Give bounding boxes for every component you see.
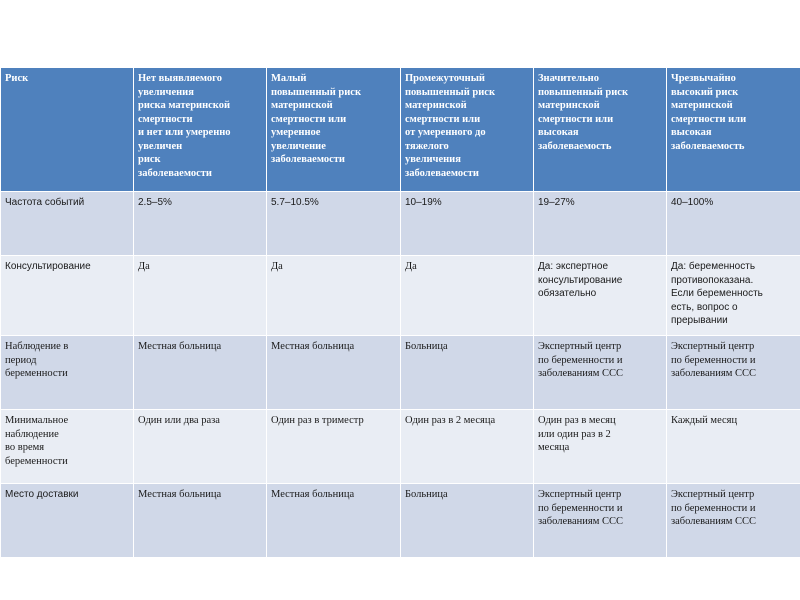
header-no-increased-risk: Нет выявляемого увеличения риска материнской смертности и нет или умеренно увеличен риск заболеваемости <box>134 68 267 192</box>
table-cell: Местная больница <box>267 484 401 558</box>
table-cell: 2.5–5% <box>134 192 267 256</box>
table-cell: Больница <box>401 484 534 558</box>
table-cell: Местная больница <box>267 336 401 410</box>
table-row-minimal-monitoring <box>1 410 800 484</box>
table-row-event-frequency <box>1 192 800 256</box>
table-cell: Один раз в месяц или один раз в 2 месяца <box>534 410 667 484</box>
table-cell: 19–27% <box>534 192 667 256</box>
table-header-row <box>1 68 800 192</box>
header-significant-risk: Значительно повышенный риск материнской смертности или высокая заболеваемость <box>534 68 667 192</box>
table-cell: Местная больница <box>134 336 267 410</box>
table-cell: Да: беременность противопоказана. Если беременность есть, вопрос о прерывании <box>667 256 800 336</box>
table-cell: Экспертный центр по беременности и заболеваниям ССС <box>667 336 800 410</box>
table-cell: Экспертный центр по беременности и заболеваниям ССС <box>534 336 667 410</box>
table-cell: Экспертный центр по беременности и заболеваниям ССС <box>534 484 667 558</box>
table-cell: 10–19% <box>401 192 534 256</box>
row-label: Минимальное наблюдение во время беременности <box>1 410 134 484</box>
table-row-pregnancy-monitoring <box>1 336 800 410</box>
row-label: Место доставки <box>1 484 134 558</box>
table-row-counseling <box>1 256 800 336</box>
table-cell: Больница <box>401 336 534 410</box>
table-cell: Да: экспертное консультирование обязательно <box>534 256 667 336</box>
table-cell: Один или два раза <box>134 410 267 484</box>
table-row-delivery-place <box>1 484 800 558</box>
row-label: Частота событий <box>1 192 134 256</box>
risk-classification-table <box>0 67 800 558</box>
table-cell: Да <box>401 256 534 336</box>
header-intermediate-risk: Промежуточный повышенный риск материнской смертности или от умеренного до тяжелого увеличения заболеваемости <box>401 68 534 192</box>
header-extreme-risk: Чрезвычайно высокий риск материнской смертности или высокая заболеваемость <box>667 68 800 192</box>
row-label: Наблюдение в период беременности <box>1 336 134 410</box>
table-cell: Местная больница <box>134 484 267 558</box>
header-small-increased-risk: Малый повышенный риск материнской смертности или умеренное увеличение заболеваемости <box>267 68 401 192</box>
row-label: Консультирование <box>1 256 134 336</box>
table-cell: 40–100% <box>667 192 800 256</box>
table-cell: 5.7–10.5% <box>267 192 401 256</box>
table-cell: Экспертный центр по беременности и заболеваниям ССС <box>667 484 800 558</box>
table-cell: Один раз в 2 месяца <box>401 410 534 484</box>
table-cell: Каждый месяц <box>667 410 800 484</box>
header-risk: Риск <box>1 68 134 192</box>
table-cell: Да <box>134 256 267 336</box>
table-cell: Да <box>267 256 401 336</box>
table-cell: Один раз в триместр <box>267 410 401 484</box>
